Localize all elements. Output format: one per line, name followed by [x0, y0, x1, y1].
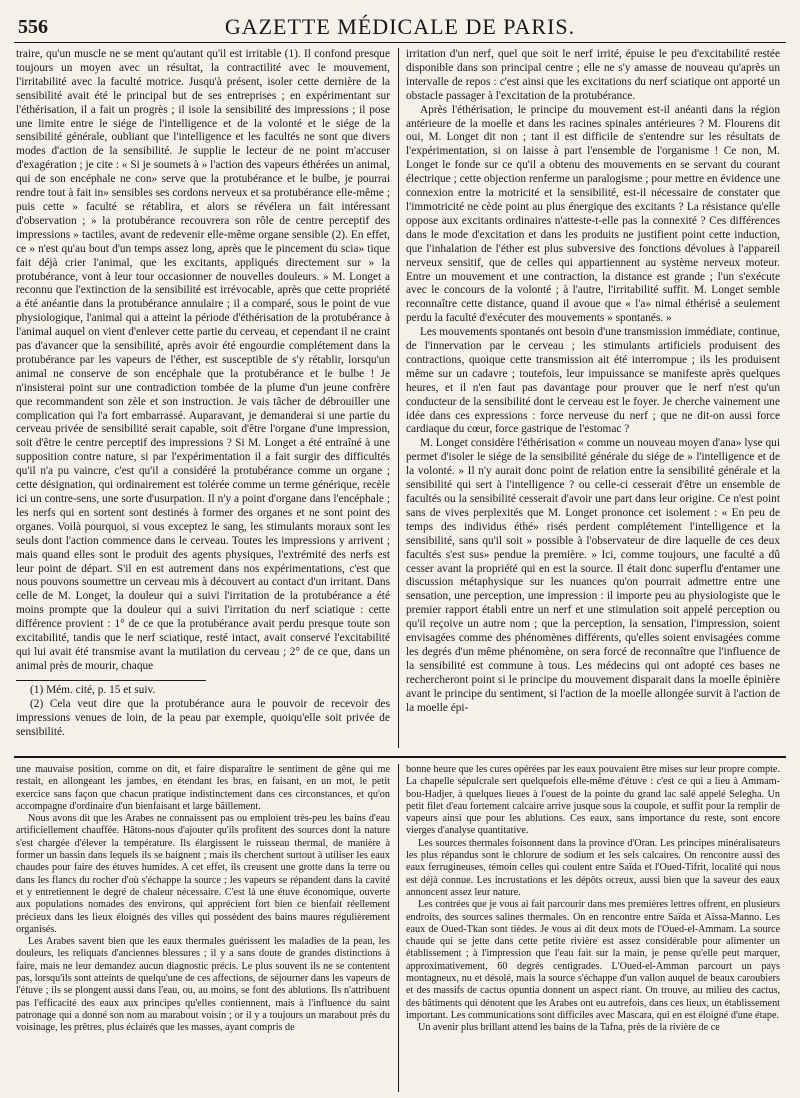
article-top: [14, 48, 786, 748]
top-left-column: [16, 48, 390, 748]
column-divider: [398, 764, 399, 1092]
section-rule: [14, 756, 786, 758]
paragraph: une mauvaise position, comme on dit, et faire disparaître le sentiment de gêne qui me restait, en allongeant les jambes, en étendant les bras, en faisant, en un mot, le petit exercice sans façon que chacun pratique indistinctement dans ces circonstances, et qu'on accompagne d'ordinaire d'un bienfaisant et large bâillement.: [16, 764, 390, 812]
paragraph: Les mouvements spontanés ont besoin d'une transmission immédiate, continue, de l'innervation par le cerveau ; les stimulants artificiels produisent des contractions, quoique cette transmission ait été interrompue ; ils les produisent même sur un cadavre ; toutefois, leur impuissance se manifeste après quelques heures, et il n'en faut pas davantage pour prouver que le nerf n'est qu'un conducteur de la sensibilité dont le cerveau est le foyer. Je cherche vainement une idée dans ces expressions : force nerveuse du nerf ; que ne dit-on aussi force cardiaque du cœur, force gastrique de l'estomac ?: [406, 326, 780, 436]
page-header: [14, 12, 786, 43]
paragraph: irritation d'un nerf, quel que soit le nerf irrité, épuise le peu d'excitabilité restée disponible dans son principal centre ; elle ne s'y amasse de nouveau qu'après un intervalle de repos : c'est ainsi que les excitations du nerf sciatique ont apporté un obstacle passager à l'excitation de la protubérance.: [406, 48, 780, 102]
paragraph: Les Arabes savent bien que les eaux thermales guérissent les maladies de la peau, les douleurs, les reliquats d'anciennes blessures ; il y a sans doute de grandes distinctions à faire, mais ne leur demandez aucun diagnostic précis. Le plus souvent ils ne se contentent pas, lorsqu'ils sont atteints de quelqu'une de ces affections, de séjourner dans les vapeurs de l'étuve ; ils se plongent aussi dans l'eau, ou, au moins, se font des ablutions. Ils n'attribuent pas l'efficacité des eaux aux principes qu'elles contiennent, mais à l'influence du saint patronage qui a donné son nom au marabout voisin ; or il y a toujours un marabout près du voisinage, les prêtres, plus éclairés que les masses, ayant compris de: [16, 936, 390, 1034]
page-number: 556: [18, 16, 48, 38]
newspaper-page: [14, 12, 786, 1092]
bottom-right-column: [406, 764, 780, 1092]
paragraph: Un avenir plus brillant attend les bains de la Tafna, près de la rivière de ce: [418, 1022, 720, 1034]
top-right-column: [406, 48, 780, 748]
running-title: GAZETTE MÉDICALE DE PARIS.: [224, 14, 576, 39]
bottom-left-column: [16, 764, 390, 1092]
footnote: (2) Cela veut dire que la protubérance aura le pouvoir de recevoir des impressions venues de loin, de la peau par exemple, quoiqu'elle soit privée de sensibilité.: [16, 697, 390, 738]
paragraph: bonne heure que les cures opérées par les eaux pouvaient être mises sur leur propre compte. La chapelle sépulcrale sert quelquefois elle-même d'étuve : c'est ce qui a lieu à Ammam-bou-Hadjer, à quelques lieues à l'ouest de la pointe du grand lac salé appelé Selegha. Un petit filet d'eau fortement calcaire arrive jusque sous la coupole, et suffit pour la remplir de vapeurs ainsi que pour les ablutions. Ces eaux, sans importance du reste, sont encore vierges d'analyse quantitative.: [406, 764, 780, 837]
paragraph: Les contrées que je vous ai fait parcourir dans mes premières lettres offrent, en plusieurs endroits, des sources salines thermales. On en rencontre entre Saïda et Aïssa-Manno. Les eaux de Oued-Tkan sont tièdes. Je vous ai dit deux mots de l'Oued-el-Ammam. La source chaude qui se jette dans cette petite rivière est assez considérable pour alimenter un établissement ; à l'impression que l'eau fait sur la main, je pense qu'elle peut marquer, approximativement, 60 degrés centigrades. L'Oued-el-Amman parcourt un pays montagneux, nu et désolé, mais la source s'échappe d'un vallon auquel de beaux caroubiers et des massifs de cactus opuntia donnent un aspect riant. On trouve, au milieu des cactus, des bâtiments qui dénotent que les Arabes ont eu autrefois, dans ces lieux, un établissement important. Les communications sont difficiles avec Mascara, qui en est éloigné d'une étape.: [406, 899, 780, 1021]
footnote: (1) Mém. cité, p. 15 et suiv.: [30, 683, 156, 696]
paragraph: Nous avons dit que les Arabes ne connaissent pas ou emploient très-peu les bains d'eau artificiellement chauffée. Hâtons-nous d'ajouter qu'ils profitent des sources dont la nature s'est chargée d'élever la température. Ils élargissent le ruisseau thermal, de manière à former un bassin dans lequels ils se baignent ; mais ils cherchent surtout à utiliser les eaux chaudes pour faire des étuves humides. A cet effet, ils creusent une grotte dans la terre ou dans les flancs du rocher d'où s'échappe la source ; les vapeurs se répandent dans la cavité et y entretiennent le degré de chaleur nécessaire. C'est là une étuve économique, ouverte aux populations nomades des environs, qui apprécient fort bien ce bienfait réellement précieux dans les lieux éloignés des villes qui possèdent des bains maures régulièrement organisés.: [16, 813, 390, 935]
paragraph: Après l'éthérisation, le principe du mouvement est-il anéanti dans la région antérieure de la moelle et dans les racines spinales antérieures ? M. Flourens dit oui, M. Longet dit non ; tant il est difficile de s'entendre sur les résultats de l'expérimentation, si on laisse à part l'ensemble de l'organisme ! Ce non, M. Longet le fonde sur ce qu'il a obtenu des mouvements en se servant du courant électrique ; cette objection renferme un paralogisme ; pour mettre en évidence une connexion entre la motricité et la sensibilité, est-il nécessaire de constater que l'immotricité ne cède point au plus énergique des excitants ? La résistance qu'elle oppose aux excitants ordinaires n'atteste-t-elle pas la connexité ? Ces différences dans le mode d'excitation et dans les produits ne justifient point cette induction, que l'inhalation de l'éther est plus subversive des fonctions dévolues à l'appareil nerveux sensitif, que de celles qui appartiennent au système nerveux moteur. Entre un mouvement et une contraction, la distance est grande ; l'un s'exécute avec le concours de la volonté ; à l'autre, l'irritabilité suffit. M. Longet semble reconnaître cette distance, quand il avoue que « l'a» nimal éthérisé a seulement perdu la faculté d'exécuter des mouvements » spontanés. »: [406, 103, 780, 325]
article-bottom: [14, 764, 786, 1092]
paragraph: Les sources thermales foisonnent dans la province d'Oran. Les principes minéralisateurs les plus répandus sont le chlorure de sodium et les sels calcaires. On rencontre aussi des eaux ferrugineuses, témoin celles qui coulent entre Saïda et l'Oued-Tifrit, localité qui nous est déjà connue. Les incrustations et les dépôts ocreux, aussi bien que la saveur des eaux annoncent assez leur nature.: [406, 837, 780, 898]
paragraph: M. Longet considère l'éthérisation « comme un nouveau moyen d'ana» lyse qui permet d'isoler le siége de la sensibilité générale du siége de » l'intelligence et de la volonté. » Il n'y aurait donc point de relation entre la sensibilité générale et la sensibilité qui sert à l'intelligence ? ou celle-ci cesserait d'être un ensemble de facultés ou la sensibilité cesserait d'avoir une part dans leur origine. Ce n'est point sans de vives perplexités que M. Longet prononce cet isolement : « En peu de temps des individus éthé» risés perdent complétement l'intelligence et la sensibilité, sans qu'il soit » possible à l'observateur de dire laquelle de ces deux facultés s'est sus» pendue la première. » Ici, comme toujours, une faculté a dû cesser avant la propriété qui en est la source. Il était donc superflu d'entamer une discussion métaphysique sur les nuances qu'on pourrait admettre entre une sensation, une perception, une impression : il importe peu au physiologiste que le premier rapport établi entre un nerf et une stimulation soit appelé perception ou qu'il reçoive un autre nom ; que la perception, la sensation, l'impression, soient envisagées comme des phénomènes différents, qu'elles soient envisagées comme les degrés d'un même phénomène, on sera forcé de reconnaître que l'influence de la sensibilité est commune à tous. Les médecins qui ont adopté ces bases ne rechercheront point si le principe du mouvement disparait dans la moelle épinière avant le principe du sentiment, si l'action de la moelle allongée survit à l'action de la moelle épi-: [406, 437, 780, 714]
column-divider: [398, 48, 399, 748]
paragraph: traire, qu'un muscle ne se ment qu'autant qu'il est irritable (1). Il confond presque toujours un moyen avec un résultat, la contractilité avec le mouvement, l'irritabilité avec la faculté motrice. Jusqu'à présent, isoler cette dernière de la sensibilité avait été le principal but de ses entreprises ; en expérimentant sur l'éthérisation, il a fait un progrès ; il isole la sensibilité des impressions ; il pose une limite entre le siége de l'intelligence et de la volonté et le siége de la sensibilité générale, oubliant que l'intelligence et les facultés ne sont que divers modes d'action de la sensibilité. Je supplie le lecteur de ne point m'accuser d'exagération ; je cite : « Si je soumets à » l'action des vapeurs éthérées un animal, qui de son encéphale ne con» serve que la protubérance et le bulbe, je pourrai rendre tout à fait in» sensibles ses cordons nerveux et sa protubérance elle-même ; puis cette » faculté se rétablira, et alors se révélera un fait intéressant d'observation ; » la protubérance recouvrera son rôle de centre perceptif des impressions » tactiles, avant de redevenir elle-même organe sensible (2). En effet, ce » n'est qu'au bout d'un temps assez long, après que le pincement du scia» tique fait déjà crier l'animal, que les excitants, appliqués directement sur » la protubérance, vont à leur tour occasionner de nouvelles douleurs. » M. Longet a reconnu que l'extinction de la sensibilité est irrévocable, après que cette propriété a été anéantie dans la protubérance annulaire ; il a comparé, sous le point de vue physiologique, l'animal qui a atteint la période d'éthérisation de la protubérance à l'animal auquel on vient d'enlever cette partie du cerveau, et cependant il ne craint pas d'avancer que la sensibilité, après avoir été engourdie complétement dans la protubérance par les vapeurs de l'éther, est susceptible de s'y rétablir, lorsqu'un animal ne conserve de son encéphale que la protubérance et le bulbe ! Je n'insisterai point sur une contradiction tombée de la plume d'un jeune confrère que recommandent son zèle et son instruction. Je vais tâcher de débrouiller une complication qui l'a fort embarrassé. Auparavant, je demanderai si une partie du cerveau privée de sensibilité serait capable, soit d'être l'organe d'une impression, soit d'être le centre perceptif des impressions ? Si M. Longet a été entraîné à une supposition contre nature, si par l'expérimentation il a fait surgir des difficultés qu'il n'a pu vaincre, c'est qu'il a considéré la protubérance comme un organe ; cette désignation, qui ordinairement est tolérée comme un terme générique, recèle ici un contre-sens, une sorte d'usurpation. Il n'y a point d'organe dans l'encéphale ; les nerfs qui en sortent sont destinés à former des organes et ne sont point des organes. Voilà pourquoi, si vous exceptez le sang, les stimulants moraux sont les seuls dont l'action commence dans le cerveau. Toutes les impressions y arrivent ; mais quand elles sont le produit des agents physiques, l'extrémité des nerfs est leur point de départ. S'il en est autrement dans nos expérimentations, c'est que nous pouvons soumettre un cerveau mis à découvert au contact d'un irritant. Dans celle de M. Longet, la douleur qui a suivi l'irritation de la protubérance a été moins prompte que la douleur qui a suivi l'irritation du nerf sciatique : cette différence provient : 1° de ce que la protubérance avait perdu presque toute son excitabilité, tandis que le nerf sciatique, resté intact, avait conservé l'excitabilité qui lui avait été transmise avant la mutilation du cerveau ; 2° de ce que, dans un animal près de mourir, chaque: [16, 48, 390, 672]
